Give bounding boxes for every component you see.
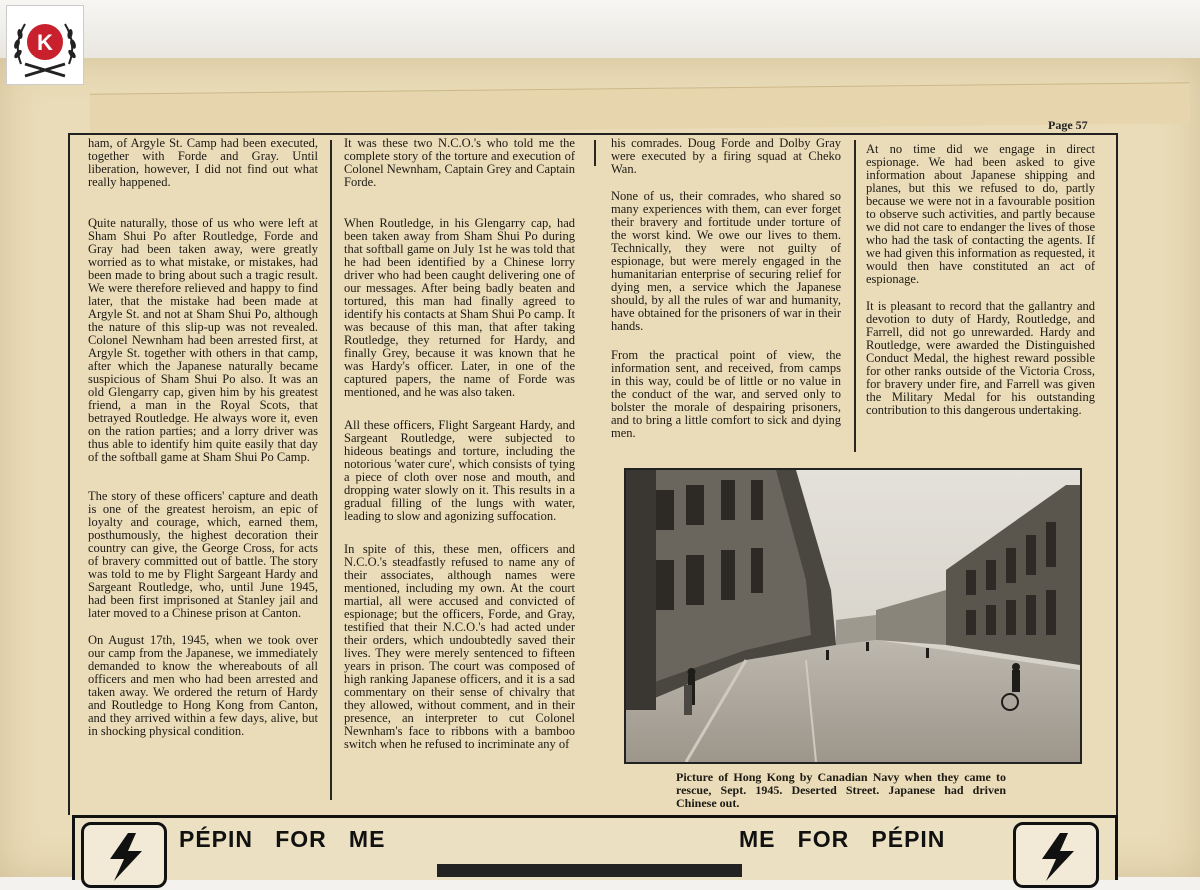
- paragraph: At no time did we engage in direct espionage. We had been asked to give information about Japanese shipping and planes, but this we refused to do, partly because we were not in a favourable position to observe such activities, and partly because we did not care to endanger the lives of those who had the task of contacting the agents. If we had given this information as requested, it would then have constituted an act of espionage.: [866, 142, 1095, 286]
- scan-background: [0, 0, 1200, 60]
- column-rule: [854, 140, 856, 452]
- lightning-bolt-icon: [1016, 825, 1096, 885]
- paragraph: None of us, their comrades, who shared so many experiences with them, can ever forget their bravery and fortitude under torture of the worst kind. We owe our lives to them. Technically, they were not guilty of espionage, but were merely engaged in the humanitarian enterprise of securing relief for dying men, a service which the Japanese should, by all the rules of war and humanity, have obtained for the prisoners of war in their hands.: [611, 189, 841, 333]
- paragraph: It is pleasant to record that the gallantry and devotion to duty of Hardy, Routledge, and Farrell, did not go unrewarded. Hardy and Routledge, were awarded the Distinguished Conduct Medal, the highest reward possible for other ranks outside of the Victoria Cross, for bravery under fire, and Farrell was given the Military Medal for his outstanding contribution to this dangerous undertaking.: [866, 299, 1095, 417]
- column-rule: [330, 140, 332, 800]
- paragraph: From the practical point of view, the information sent, and received, from camps in this way, could be of little or no value in the conduct of the war, and served only to bolster the morale of despairing prisoners, and to bring a little comfort to sick and dying men.: [611, 348, 841, 440]
- paragraph: On August 17th, 1945, when we took over our camp from the Japanese, we immediately demanded to know the whereabouts of all officers and men who had been arrested and taken away. We ordered the return of Hardy and Routledge to Hong Kong from Canton, and they arrived within a few days, alive, but in shocking physical condition.: [88, 633, 318, 738]
- paragraph: The story of these officers' capture and death is one of the greatest heroism, an epic of loyalty and courage, which, earned them, posthumously, the highest decoration their country can give, the George Cross, for acts of bravery committed out of battle. The story was told to me by Flight Sargeant Hardy and Sargeant Routledge, who, until June 1945, had been first imprisoned at Stanley jail and later moved to a Chinese prison at Canton.: [88, 489, 318, 620]
- paper-fold-edge: [90, 82, 1190, 135]
- article-column-4: [866, 143, 1095, 431]
- article-column-3: [611, 137, 841, 454]
- ad-slogan-left: PÉPIN FOR ME: [179, 826, 386, 852]
- column-rule: [594, 140, 596, 166]
- pepin-logo-right: [1013, 822, 1099, 888]
- logo-letter: K: [37, 30, 53, 55]
- photo-caption: Picture of Hong Kong by Canadian Navy when they came to rescue, Sept. 1945. Deserted Street. Japanese had driven Chinese out.: [676, 770, 1006, 810]
- paragraph: Quite naturally, those of us who were left at Sham Shui Po after Routledge, Forde and Gray had been taken away, were greatly worried as to what mistake, or mistakes, had been made to bring about such a tragic result. We were therefore relieved and happy to find later, that the mistake had been made at Argyle St. and not at Sham Shui Po, although the nature of this slip-up was not revealed. Colonel Newnham had been arrested first, at Argyle St. together with others in that camp, after which the Japanese naturally became suspicious of Sham Shui Po also. It was an old Glengarry cap, given him by his greatest friend, a man in the Royal Scots, that betrayed Routledge. He always wore it, even on the ration parties; and a lorry driver was thus able to identify him quite easily that day of the softball game at Sham Shui Po Camp.: [88, 216, 318, 464]
- laurel-wreath-icon: [7, 6, 83, 84]
- article-column-2: [344, 137, 575, 765]
- paragraph: It was these two N.C.O.'s who told me the complete story of the torture and execution of Colonel Newnham, Captain Grey and Captain Forde.: [344, 136, 575, 189]
- paragraph: his comrades. Doug Forde and Dolby Gray were executed by a firing squad at Cheko Wan.: [611, 136, 841, 176]
- street-photo: [624, 468, 1082, 764]
- article-column-1: [88, 137, 318, 752]
- lightning-bolt-icon: [84, 825, 164, 885]
- paragraph: All these officers, Flight Sargeant Hardy, and Sargeant Routledge, were subjected to hideous beatings and torture, including the notorious 'water cure', which consists of tying a piece of cloth over nose and mouth, and dropping water slowly on it. This results in a gradual filling of the lungs with water, leading to slow and agonizing suffocation.: [344, 418, 575, 523]
- paragraph: In spite of this, these men, officers and N.C.O.'s steadfastly refused to name any of their associates, although names were mentioned, including my own. At the court martial, all were accused and convicted of espionage; but the officers, Forde, and Gray, testified that their N.C.O.'s had acted under their orders, which undoubtedly saved their lives. They were merely sentenced to fifteen years in prison. The court was composed of high ranking Japanese officers, and it is a sad commentary on their sense of chivalry that they allowed, without comment, and in their presence, an interpreter to cut Colonel Newnham's face to ribbons with a bamboo switch when he refused to incriminate any of: [344, 542, 575, 751]
- pepin-logo-left: [81, 822, 167, 888]
- page-number: Page 57: [1048, 118, 1088, 132]
- street-photo-image: [626, 470, 1080, 762]
- site-logo[interactable]: [6, 5, 84, 85]
- ad-slogan-right: ME FOR PÉPIN: [739, 826, 946, 852]
- paragraph: ham, of Argyle St. Camp had been executed, together with Forde and Gray. Until liberation, however, I did not find out what really happened.: [88, 136, 318, 189]
- paragraph: When Routledge, in his Glengarry cap, had been taken away from Sham Shui Po during that softball game on July 1st he was told that he had been identified by a Chinese lorry driver who had been caught delivering one of our messages. After being badly beaten and tortured, this man had finally agreed to identify his contacts at Sham Shui Po camp. It was because of this man, that after taking Routledge, they returned for Hardy, and finally Grey, because it was known that he was Hardy's officer. Later, in one of the captured papers, the name of Forde was mentioned, and he was also taken.: [344, 216, 575, 399]
- ad-headline-bar: [437, 864, 742, 877]
